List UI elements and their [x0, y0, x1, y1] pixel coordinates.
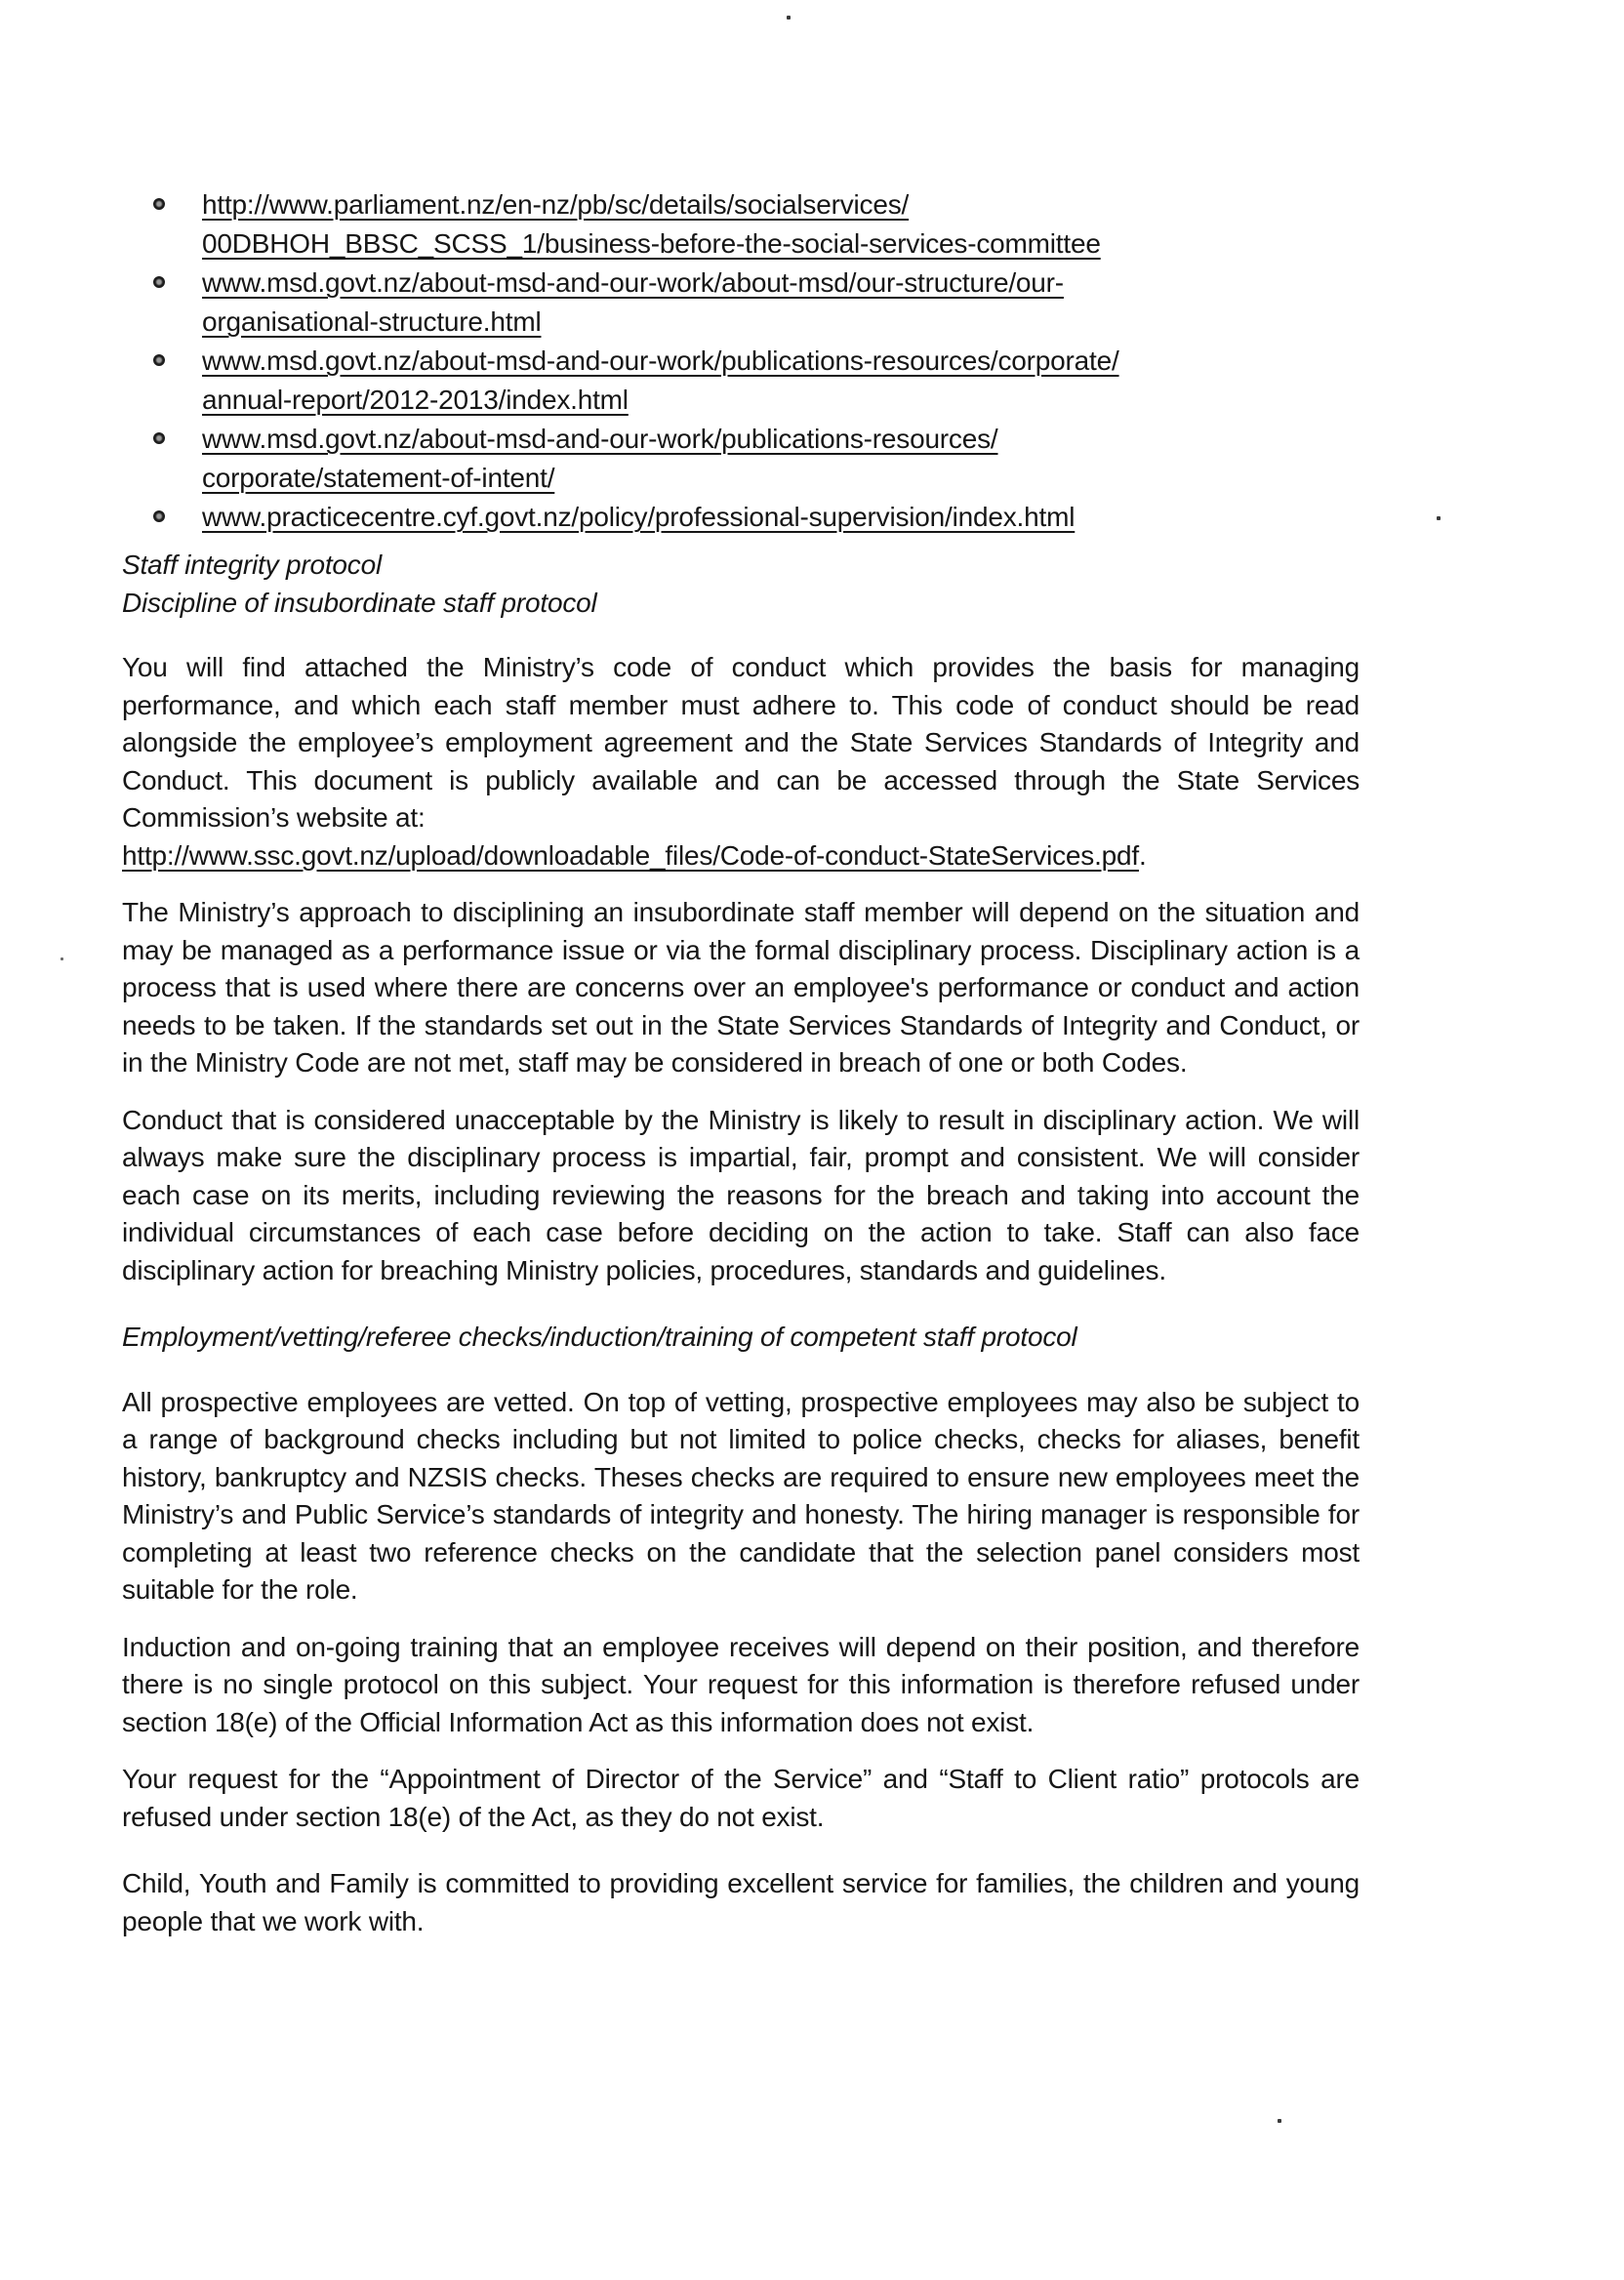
- bullet-icon: [153, 198, 165, 210]
- scan-speck: [1278, 2119, 1281, 2123]
- scan-speck: [787, 16, 791, 20]
- heading-discipline-protocol: Discipline of insubordinate staff protocol: [122, 587, 597, 618]
- paragraph-conduct-unacceptable: Conduct that is considered unacceptable by the Ministry is likely to result in disciplinary action. We will always make sure the disciplinary process is impartial, fair, prompt and consistent. We will consider each case on its merits, including reviewing the reasons for the breach and taking into account the individual circumstances of each case before deciding on the action to take. Staff can also face disciplinary action for breaching Ministry policies, procedures, standards and guidelines.: [122, 1104, 1360, 1285]
- reference-link[interactable]: corporate/statement-of-intent/: [202, 463, 555, 493]
- paragraph-ministry-approach: The Ministry’s approach to disciplining an insubordinate staff member will depend on the situation and may be managed as a performance issue or via the formal disciplinary process. Disciplinary action is a process that is used where there are concerns over an employee's performance or conduct and action needs to be taken. If the standards set out in the State Services Standards of Integrity and Conduct, or in the Ministry Code are not met, staff may be considered in breach of one or both Codes.: [122, 897, 1360, 1078]
- reference-link[interactable]: www.practicecentre.cyf.govt.nz/policy/professional-supervision/index.html: [202, 502, 1076, 532]
- scan-speck: [61, 957, 63, 960]
- paragraph-request-refused: Your request for the “Appointment of Director of the Service” and “Staff to Client ratio” protocols are refused under section 18(e) of the Act, as they do not exist.: [122, 1764, 1360, 1832]
- code-of-conduct-link-line: [122, 837, 1360, 875]
- paragraph-induction-training: Induction and on-going training that an employee receives will depend on their position, and therefore there is no single protocol on this subject. Your request for this information is therefore refused under section 18(e) of the Official Information Act as this information does not exist.: [122, 1631, 1360, 1737]
- paragraph-code-of-conduct: You will find attached the Ministry’s code of conduct which provides the basis for managing performance, and which each staff member must adhere to. This code of conduct should be read alongside the employee’s employment agreement and the State Services Standards of Integrity and Conduct. This document is publicly available and can be accessed through the State Services Commission’s website at:: [122, 652, 1360, 833]
- paragraph-vetting: All prospective employees are vetted. On top of vetting, prospective employees may also be subject to a range of background checks including but not limited to police checks, checks for aliases, benefit history, bankruptcy and NZSIS checks. Theses checks are required to ensure new employees meet the Ministry’s and Public Service’s standards of integrity and honesty. The hiring manager is responsible for completing at least two reference checks on the candidate that the selection panel considers most suitable for the role.: [122, 1386, 1360, 1605]
- reference-link[interactable]: www.msd.govt.nz/about-msd-and-our-work/publications-resources/: [202, 424, 998, 454]
- bullet-icon: [153, 432, 165, 444]
- reference-link[interactable]: http://www.parliament.nz/en-nz/pb/sc/details/socialservices/: [202, 189, 910, 220]
- bullet-icon: [153, 510, 165, 522]
- paragraph-cyf-commitment: Child, Youth and Family is committed to providing excellent service for families, the children and young people that we work with.: [122, 1868, 1360, 1936]
- code-of-conduct-link[interactable]: http://www.ssc.govt.nz/upload/downloadable_files/Code-of-conduct-StateServices.pdf: [122, 839, 1139, 871]
- heading-staff-integrity-protocol: Staff integrity protocol: [122, 550, 382, 580]
- protocol-heading-block: [122, 547, 1360, 622]
- reference-list-item: [122, 264, 1360, 342]
- reference-link[interactable]: www.msd.govt.nz/about-msd-and-our-work/publications-resources/corporate/: [202, 346, 1119, 376]
- reference-link[interactable]: www.msd.govt.nz/about-msd-and-our-work/about-msd/our-structure/our-: [202, 267, 1064, 298]
- reference-link[interactable]: organisational-structure.html: [202, 306, 542, 337]
- spacer: [122, 1855, 1360, 1865]
- reference-list-item: [122, 342, 1360, 420]
- spacer: [122, 1309, 1360, 1319]
- reference-link-list: [122, 185, 1360, 537]
- document-content: [122, 185, 1360, 1960]
- heading-employment-protocol: Employment/vetting/referee checks/induction/training of competent staff protocol: [122, 1322, 1077, 1352]
- reference-list-item: [122, 185, 1360, 264]
- reference-list-item: [122, 498, 1360, 537]
- reference-link[interactable]: 00DBHOH_BBSC_SCSS_1/business-before-the-social-services-committee: [202, 228, 1101, 259]
- link-suffix-period: .: [1138, 839, 1147, 871]
- reference-link[interactable]: annual-report/2012-2013/index.html: [202, 385, 629, 415]
- scan-speck: [1437, 516, 1441, 520]
- bullet-icon: [153, 276, 165, 288]
- bullet-icon: [153, 354, 165, 366]
- reference-list-item: [122, 420, 1360, 498]
